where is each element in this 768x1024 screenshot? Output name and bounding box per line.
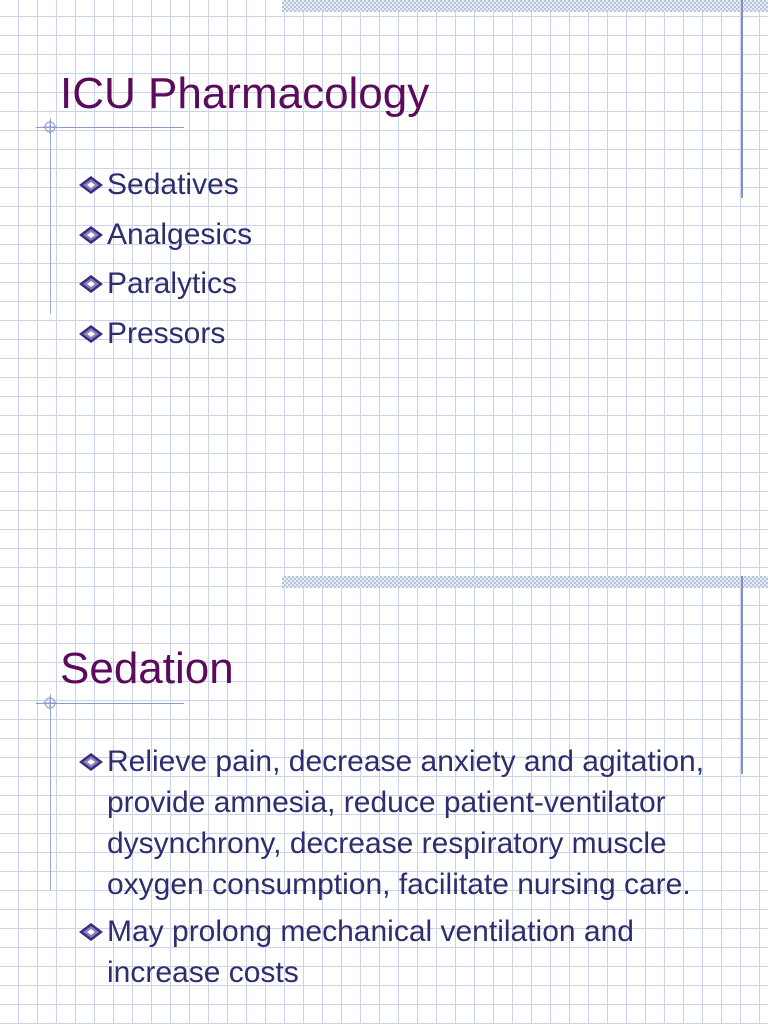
diamond-bullet-icon xyxy=(78,225,104,245)
bullet-text: Pressors xyxy=(107,316,226,350)
bullet-text: Analgesics xyxy=(107,217,253,251)
bullet-list xyxy=(78,164,252,362)
diamond-bullet-icon xyxy=(78,175,104,195)
title-underline-rule xyxy=(36,127,184,128)
bullet-text: Sedatives xyxy=(107,168,239,201)
list-item xyxy=(78,263,252,313)
title-underline-rule xyxy=(36,703,184,704)
top-pattern-bar xyxy=(282,576,768,588)
crosshair-icon xyxy=(43,696,57,710)
top-pattern-bar xyxy=(282,0,768,12)
list-item xyxy=(78,741,738,905)
right-accent-rule xyxy=(741,576,743,774)
bullet-text: May prolong mechanical ventilation and increase costs xyxy=(107,915,634,989)
diamond-bullet-icon xyxy=(78,274,104,294)
right-accent-rule xyxy=(741,0,743,198)
crosshair-icon xyxy=(43,120,57,134)
bullet-text: Paralytics xyxy=(107,267,238,300)
diamond-bullet-icon xyxy=(78,922,104,942)
diamond-bullet-icon xyxy=(78,752,104,772)
left-accent-rule xyxy=(50,694,51,890)
list-item xyxy=(78,214,252,264)
list-item xyxy=(78,313,252,363)
diamond-bullet-icon xyxy=(78,324,104,344)
list-item xyxy=(78,164,252,214)
slide-title: ICU Pharmacology xyxy=(60,69,430,118)
list-item xyxy=(78,911,738,993)
slide-sedation xyxy=(0,576,768,1024)
left-accent-rule xyxy=(50,118,51,314)
slide-title: Sedation xyxy=(60,644,234,693)
bullet-text: Relieve pain, decrease anxiety and agitation, provide amnesia, reduce patient-ventilator dysynchrony, decrease respiratory muscle oxygen consumption, facilitate nursing care. xyxy=(107,745,705,901)
bullet-list xyxy=(78,741,738,999)
